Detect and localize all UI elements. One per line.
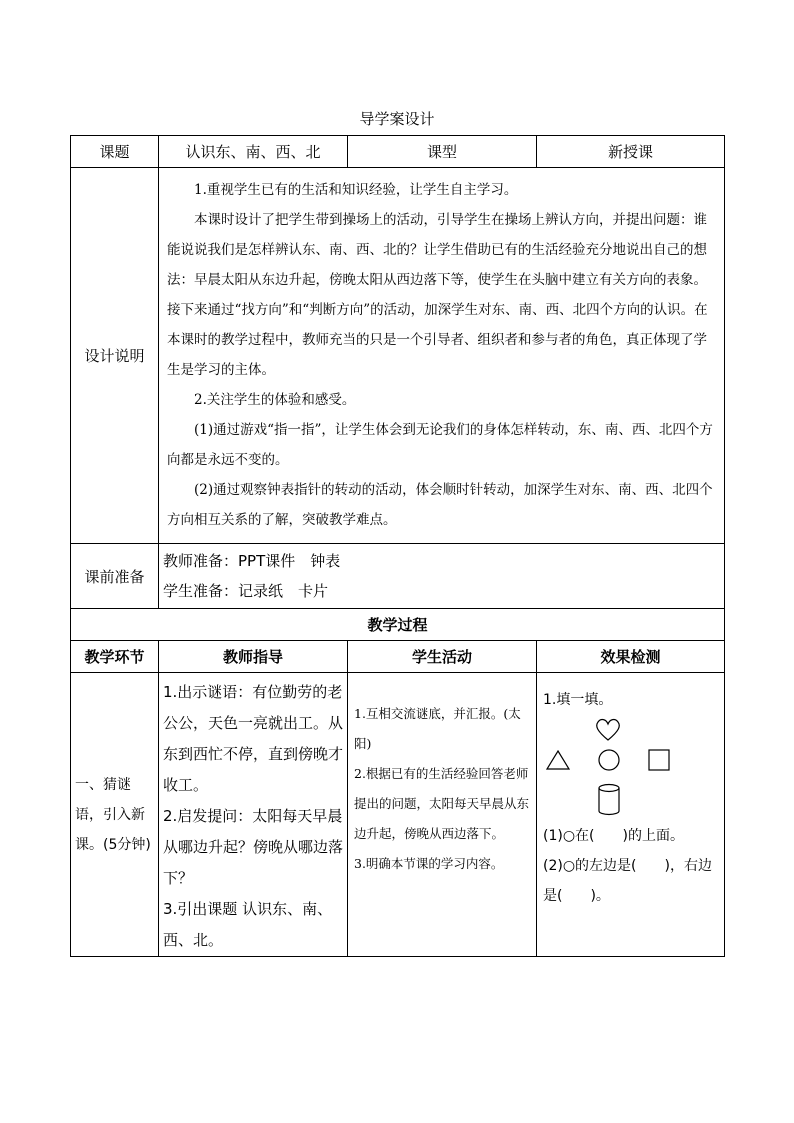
effect-task: 1.填一填。 — [543, 692, 613, 708]
design-label: 设计说明 — [71, 168, 159, 544]
design-paragraph: (1)通过游戏“指一指”，让学生体会到无论我们的身体怎样转动，东、南、西、北四个方向都是永远不变的。 — [167, 421, 713, 468]
teacher-guide-cell — [159, 673, 348, 957]
process-title-row — [71, 609, 725, 641]
cylinder-icon — [596, 783, 622, 817]
design-paragraph: 1.重视学生已有的生活和知识经验，让学生自主学习。 — [194, 181, 518, 198]
process-row — [71, 673, 725, 957]
effect-question: (2)○的左边是( )，右边是( )。 — [543, 858, 712, 904]
effect-cell — [537, 673, 725, 957]
circle-icon — [597, 748, 621, 772]
guide-item: 2.启发提问：太阳每天早晨从哪边升起？傍晚从哪边落下？ — [163, 807, 344, 887]
heart-icon — [593, 717, 623, 743]
activity-item: 1.互相交流谜底，并汇报。(太阳) — [354, 706, 521, 751]
header-row — [71, 136, 725, 168]
lesson-plan-table — [70, 135, 725, 957]
document-title: 导学案设计 — [359, 110, 435, 128]
design-row — [71, 168, 725, 544]
prep-label: 课前准备 — [71, 544, 159, 609]
column-header: 教学环节 — [71, 641, 159, 673]
design-paragraph: 2.关注学生的体验和感受。 — [194, 391, 356, 408]
process-header-row — [71, 641, 725, 673]
effect-question: (1)○在( )的上面。 — [543, 828, 684, 844]
square-icon — [647, 748, 671, 772]
teacher-prep: 教师准备：PPT课件 钟表 — [163, 552, 341, 570]
topic-value: 认识东、南、西、北 — [159, 136, 348, 168]
guide-item: 1.出示谜语：有位勤劳的老公公，天色一亮就出工。从东到西忙不停，直到傍晚才收工。 — [163, 683, 344, 794]
student-activity-cell — [348, 673, 537, 957]
design-description — [159, 168, 725, 544]
column-header: 教师指导 — [159, 641, 348, 673]
column-header: 学生活动 — [348, 641, 537, 673]
activity-item: 2.根据已有的生活经验回答老师提出的问题，太阳每天早晨从东边升起，傍晚从西边落下。 — [354, 766, 530, 841]
shapes-figure — [543, 715, 720, 821]
type-value: 新授课 — [537, 136, 725, 168]
design-paragraph: 本课时设计了把学生带到操场上的活动，引导学生在操场上辨认方向，并提出问题：谁能说说我们是怎样辨认东、南、西、北的？让学生借助已有的生活经验充分地说出自己的想法：早晨太阳从东边升起，傍晚太阳从西边落下等，使学生在头脑中建立有关方向的表象。接下来通过“找方向”和“判断方向”的活动，加深学生对东、南、西、北四个方向的认识。在本课时的教学过程中，教师充当的只是一个引导者、组织者和参与者的角色，真正体现了学生是学习的主体。 — [167, 211, 708, 378]
design-paragraph: (2)通过观察钟表指针的转动的活动，体会顺时针转动，加深学生对东、南、西、北四个方向相互关系的了解，突破教学难点。 — [167, 481, 713, 528]
activity-item: 3.明确本节课的学习内容。 — [354, 856, 504, 871]
topic-label: 课题 — [71, 136, 159, 168]
prep-row — [71, 544, 725, 609]
prep-content — [159, 544, 725, 609]
column-header: 效果检测 — [537, 641, 725, 673]
student-prep: 学生准备：记录纸 卡片 — [163, 582, 329, 600]
process-title: 教学过程 — [71, 609, 725, 641]
guide-item: 3.引出课题 认识东、南、西、北。 — [163, 900, 333, 949]
triangle-icon — [545, 749, 571, 771]
type-label: 课型 — [348, 136, 537, 168]
stage-cell: 一、猜谜语，引入新课。(5分钟) — [71, 673, 159, 957]
